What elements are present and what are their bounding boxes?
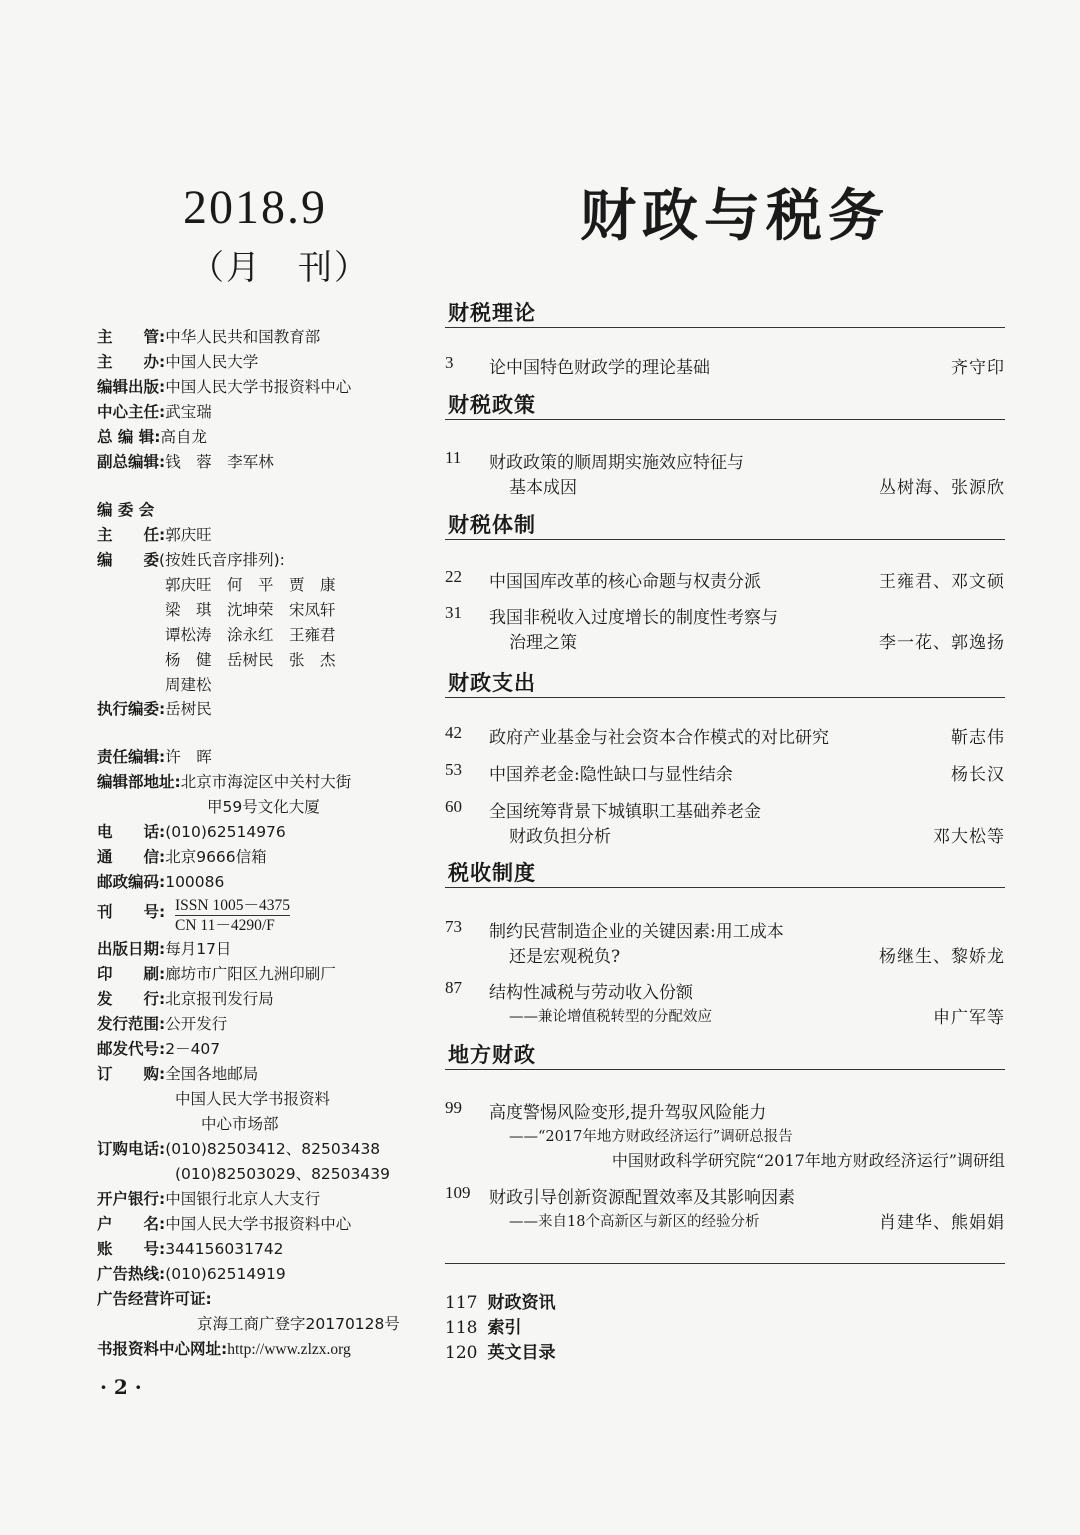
account-name-label: 户 名:: [97, 1215, 166, 1233]
article-author: 李一花、郭逸扬: [879, 633, 1005, 653]
article-subtitle: ——兼论增值税转型的分配效应: [509, 1009, 712, 1025]
order-value-line3: 中心市场部: [201, 1115, 279, 1133]
article-title[interactable]: 政府产业基金与社会资本合作模式的对比研究: [489, 728, 829, 748]
sponsor-label: 主 办:: [97, 353, 166, 371]
footer-title: 财政资讯: [487, 1293, 556, 1313]
divider: [445, 1263, 1005, 1264]
page-ref: 31: [445, 603, 462, 622]
page-ref: 87: [445, 978, 462, 997]
article-title[interactable]: 高度警惕风险变形,提升驾驭风险能力: [489, 1103, 767, 1123]
sponsor-value: 中国人民大学: [165, 353, 259, 371]
website-label: 书报资料中心网址:: [97, 1340, 228, 1358]
resp-editor-label: 责任编辑:: [97, 748, 166, 766]
article-title[interactable]: 我国非税收入过度增长的制度性考察与: [489, 608, 778, 628]
magazine-title: 财政与税务: [580, 183, 890, 249]
article-author: 中国财政科学研究院“2017年地方财政经济运行”调研组: [611, 1151, 1005, 1170]
section-heading: 税收制度: [445, 855, 1005, 888]
account-name-value: 中国人民大学书报资料中心: [165, 1215, 352, 1233]
section-heading: 财税政策: [445, 387, 1005, 420]
exec-editor-value: 岳树民: [165, 700, 212, 718]
article-author: 申广军等: [933, 1008, 1005, 1028]
article-author: 杨长汉: [951, 765, 1005, 785]
toc-footer-item[interactable]: [445, 1288, 555, 1313]
article-title-cont[interactable]: 财政负担分析: [509, 827, 611, 847]
order-value: 全国各地邮局: [165, 1065, 259, 1083]
bank-value: 中国银行北京人大支行: [165, 1190, 321, 1208]
committee-chair-value: 郭庆旺: [165, 526, 212, 544]
printer-value: 廊坊市广阳区九洲印刷厂: [165, 965, 336, 983]
order-phone-label: 订购电话:: [97, 1140, 166, 1158]
chief-editor-value: 高自龙: [160, 428, 208, 446]
committee-members-line: 郭庆旺 何 平 贾 康: [165, 576, 336, 594]
page-ref: 42: [445, 723, 462, 742]
article-author: 齐守印: [951, 358, 1005, 378]
website-value: http://www.zlzx.org: [227, 1341, 351, 1358]
address-value-line2: 甲59号文化大厦: [207, 798, 320, 816]
article-subtitle: ——“2017年地方财政经济运行”调研总报告: [509, 1129, 793, 1145]
page-ref: 3: [445, 353, 454, 372]
ad-license-value: 京海工商广登字20170128号: [197, 1315, 400, 1333]
article-title-cont[interactable]: 还是宏观税负?: [509, 947, 621, 967]
zip-value: 100086: [165, 873, 225, 891]
page-ref: 120: [445, 1343, 478, 1363]
committee-members-line: 杨 健 岳树民 张 杰: [165, 651, 336, 669]
order-phone-value-line2: (010)82503029、82503439: [175, 1165, 390, 1183]
article-author: 靳志伟: [951, 728, 1005, 748]
resp-editor-value: 许 晖: [165, 748, 212, 766]
committee-heading: 编 委 会: [97, 501, 155, 519]
ad-hotline-value: (010)62514919: [165, 1265, 286, 1283]
committee-members-line: 梁 琪 沈坤荣 宋凤轩: [165, 601, 336, 619]
chief-editor-label: 总 编 辑:: [97, 428, 161, 446]
article-title[interactable]: 制约民营制造企业的关键因素:用工成本: [489, 922, 784, 942]
editor-pub-label: 编辑出版:: [97, 378, 166, 396]
article-title[interactable]: 中国国库改革的核心命题与权责分派: [489, 572, 761, 592]
page-ref: 60: [445, 797, 462, 816]
address-value: 北京市海淀区中关村大街: [180, 773, 352, 791]
section-heading: 地方财政: [445, 1037, 1005, 1070]
article-title[interactable]: 财政政策的顺周期实施效应特征与: [489, 453, 744, 473]
footer-title: 索引: [487, 1318, 522, 1338]
section-heading: 财税体制: [445, 507, 1005, 540]
director-value: 武宝瑞: [165, 403, 212, 421]
distributor-label: 发 行:: [97, 990, 166, 1008]
article-author: 邓大松等: [933, 827, 1005, 847]
exec-editor-label: 执行编委:: [97, 700, 166, 718]
article-title[interactable]: 全国统筹背景下城镇职工基础养老金: [489, 802, 761, 822]
account-value: 344156031742: [165, 1240, 284, 1258]
committee-chair-label: 主 任:: [97, 526, 166, 544]
editor-pub-value: 中国人民大学书报资料中心: [165, 378, 352, 396]
scope-label: 发行范围:: [97, 1015, 166, 1033]
pub-date-label: 出版日期:: [97, 940, 166, 958]
scope-value: 公开发行: [165, 1015, 228, 1033]
address-label: 编辑部地址:: [97, 773, 181, 791]
order-phone-value: (010)82503412、82503438: [165, 1140, 381, 1158]
page-ref: 53: [445, 760, 462, 779]
footer-title: 英文目录: [487, 1343, 556, 1363]
issue-number: 2018.9: [183, 181, 327, 234]
ad-hotline-label: 广告热线:: [97, 1265, 166, 1283]
committee-members-label: 编 委: [97, 551, 160, 569]
article-title-cont[interactable]: 治理之策: [509, 633, 577, 653]
section-heading: 财政支出: [445, 665, 1005, 698]
director-label: 中心主任:: [97, 403, 166, 421]
supervisor-label: 主 管:: [97, 328, 166, 346]
article-author: 丛树海、张源欣: [879, 478, 1005, 498]
toc-footer-item[interactable]: [445, 1313, 521, 1338]
page-ref: 11: [445, 448, 462, 467]
mail-value: 北京9666信箱: [165, 848, 267, 866]
article-title[interactable]: 结构性减税与劳动收入份额: [489, 983, 693, 1003]
order-label: 订 购:: [97, 1065, 166, 1083]
supervisor-value: 中华人民共和国教育部: [165, 328, 321, 346]
article-title[interactable]: 论中国特色财政学的理论基础: [489, 358, 710, 378]
committee-members-line: 周建松: [165, 676, 212, 694]
toc-footer-item[interactable]: [445, 1338, 555, 1363]
phone-label: 电 话:: [97, 823, 166, 841]
postal-code-value: 2－407: [165, 1040, 221, 1058]
order-value-line2: 中国人民大学书报资料: [175, 1090, 331, 1108]
page-ref: 22: [445, 567, 462, 586]
page-ref: 73: [445, 917, 462, 936]
article-subtitle: ——来自18个高新区与新区的经验分析: [509, 1214, 760, 1230]
printer-label: 印 刷:: [97, 965, 166, 983]
article-author: 王雍君、邓文硕: [879, 572, 1005, 592]
phone-value: (010)62514976: [165, 823, 286, 841]
mail-label: 通 信:: [97, 848, 166, 866]
zip-label: 邮政编码:: [97, 873, 166, 891]
article-author: 肖建华、熊娟娟: [879, 1213, 1005, 1233]
pub-date-value: 每月17日: [165, 940, 232, 958]
issn-label: 刊 号:: [97, 903, 166, 921]
distributor-value: 北京报刊发行局: [165, 990, 274, 1008]
deputy-editor-value: 钱 蓉 李军林: [165, 453, 274, 471]
deputy-editor-label: 副总编辑:: [97, 453, 166, 471]
page-ref: 99: [445, 1098, 462, 1117]
article-author: 杨继生、黎娇龙: [879, 947, 1005, 967]
page-ref: 118: [445, 1318, 478, 1338]
issue-frequency: （月 刊）: [190, 248, 370, 288]
page-ref: 117: [445, 1293, 478, 1313]
cn-value: CN 11－4290/F: [175, 917, 275, 934]
committee-members-line: 谭松涛 涂永红 王雍君: [165, 626, 336, 644]
ad-license-label: 广告经营许可证:: [97, 1290, 212, 1308]
article-title[interactable]: 财政引导创新资源配置效率及其影响因素: [489, 1188, 795, 1208]
postal-code-label: 邮发代号:: [97, 1040, 166, 1058]
page-ref: 109: [445, 1183, 471, 1202]
issn-value: ISSN 1005－4375: [175, 893, 290, 916]
section-heading: 财税理论: [445, 295, 1005, 328]
account-label: 账 号:: [97, 1240, 166, 1258]
page-number: · 2 ·: [100, 1375, 142, 1399]
article-title[interactable]: 中国养老金:隐性缺口与显性结余: [489, 765, 733, 785]
article-title-cont[interactable]: 基本成因: [509, 478, 577, 498]
bank-label: 开户银行:: [97, 1190, 166, 1208]
committee-members-note: (按姓氏音序排列):: [159, 551, 285, 569]
